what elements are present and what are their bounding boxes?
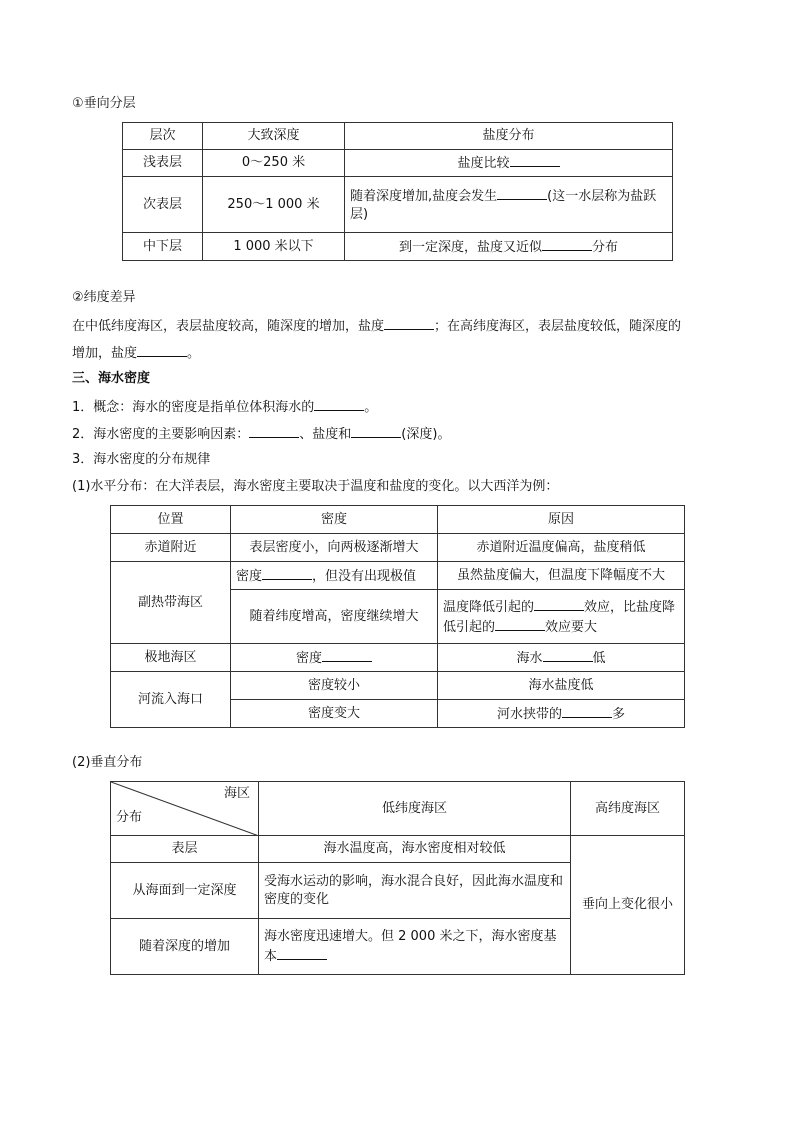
section-title-density: 三、海水密度 (72, 371, 151, 386)
reason-cell: 赤道附近温度偏高，盐度稍低 (438, 534, 685, 562)
text-span: (深度)。 (401, 427, 451, 442)
text-span: 效应，比盐度降低引起的 (443, 599, 676, 635)
header-cell: 原因 (438, 506, 685, 534)
position-cell: 赤道附近 (111, 534, 231, 562)
fill-in-blank[interactable] (497, 186, 547, 200)
table-header-row (111, 506, 685, 534)
layer-cell: 浅表层 (123, 150, 203, 177)
vertical-density-table (110, 781, 685, 975)
item-distribution: 3．海水密度的分布规律 (72, 452, 211, 467)
header-cell: 高纬度海区 (571, 782, 685, 836)
text-span: 1．概念：海水的密度是指单位体积海水的 (72, 400, 315, 415)
fill-in-blank[interactable] (322, 648, 372, 662)
text-span: 海水 (516, 650, 543, 666)
reason-cell: 海水盐度低 (438, 672, 685, 700)
horizontal-distribution-intro: (1)水平分布：在大洋表层，海水密度主要取决于温度和盐度的变化。以大西洋为例： (72, 479, 559, 494)
row-label-cell: 随着深度的增加 (111, 919, 259, 975)
depth-cell: 1 000 米以下 (203, 233, 345, 261)
fill-in-blank[interactable] (277, 946, 327, 960)
fill-in-blank[interactable] (562, 704, 612, 718)
depth-cell: 250～1 000 米 (203, 177, 345, 233)
fill-in-blank[interactable] (543, 648, 593, 662)
horizontal-density-table (110, 505, 685, 728)
cell-text: (这一水层称为盐跃层) (350, 188, 657, 222)
reason-cell: 虽然盐度偏大，但温度下降幅度不大 (438, 562, 685, 590)
density-cell (231, 562, 438, 590)
text-span: 效应要大 (545, 619, 598, 635)
fill-in-blank[interactable] (495, 617, 545, 631)
cell-text: 分布 (592, 239, 619, 255)
text-span: 河水挟带的 (496, 706, 562, 722)
header-cell: 低纬度海区 (259, 782, 571, 836)
paragraph-line (72, 316, 681, 336)
text-span: 低 (592, 650, 606, 666)
text-span: 海水密度迅速增大。但 2 000 米之下，海水密度基本 (264, 928, 557, 964)
fill-in-blank[interactable] (510, 153, 560, 167)
text-span: 。 (364, 400, 378, 415)
fill-in-blank[interactable] (534, 597, 584, 611)
fill-in-blank[interactable] (249, 424, 299, 438)
fill-in-blank[interactable] (262, 566, 312, 580)
text-span: 密度 (236, 568, 263, 584)
table-header-row (111, 782, 685, 836)
cell-text: 随着深度增加,盐度会发生 (350, 188, 498, 204)
reason-cell (438, 644, 685, 672)
layer-cell: 次表层 (123, 177, 203, 233)
vertical-distribution-intro: (2)垂直分布 (72, 755, 143, 770)
header-cell: 盐度分布 (345, 123, 673, 150)
fill-in-blank[interactable] (351, 424, 401, 438)
item-concept (72, 397, 377, 417)
table-row (123, 233, 673, 261)
distribution-cell (345, 233, 673, 261)
fill-in-blank[interactable] (384, 316, 434, 330)
table-row (111, 534, 685, 562)
header-cell: 层次 (123, 123, 203, 150)
low-latitude-cell (259, 919, 571, 975)
depth-cell: 0～250 米 (203, 150, 345, 177)
row-label-cell: 从海面到一定深度 (111, 863, 259, 919)
text-span: 多 (612, 706, 626, 722)
cell-text: 到一定深度，盐度又近似 (398, 239, 542, 255)
text-span: 增加，盐度 (72, 346, 138, 361)
fill-in-blank[interactable] (137, 343, 187, 357)
position-cell: 极地海区 (111, 644, 231, 672)
header-cell: 大致深度 (203, 123, 345, 150)
text-span: 。 (187, 346, 201, 361)
table-row (111, 562, 685, 590)
corner-label-top: 海区 (223, 786, 250, 801)
density-cell: 密度较小 (231, 672, 438, 700)
section-heading-latitude: ②纬度差异 (72, 290, 136, 305)
salinity-layer-table (122, 122, 673, 261)
table-row (111, 836, 685, 863)
text-span: 在中低纬度海区，表层盐度较高，随深度的增加，盐度 (72, 319, 385, 334)
distribution-cell (345, 177, 673, 233)
table-row (123, 177, 673, 233)
density-cell: 随着纬度增高，密度继续增大 (231, 590, 438, 644)
section-heading-vertical-layers: ①垂向分层 (72, 96, 136, 111)
text-span: 、盐度和 (299, 427, 352, 442)
density-cell: 表层密度小，向两极逐渐增大 (231, 534, 438, 562)
text-span: ，但没有出现极值 (312, 568, 417, 584)
text-span: 2．海水密度的主要影响因素： (72, 427, 250, 442)
text-span: 密度 (295, 650, 322, 666)
text-span: ；在高纬度海区，表层盐度较低，随深度的 (434, 319, 682, 334)
row-label-cell: 表层 (111, 836, 259, 863)
layer-cell: 中下层 (123, 233, 203, 261)
item-factors (72, 424, 450, 444)
position-cell: 副热带海区 (111, 562, 231, 644)
header-cell: 密度 (231, 506, 438, 534)
density-cell (231, 644, 438, 672)
header-cell: 位置 (111, 506, 231, 534)
fill-in-blank[interactable] (542, 237, 592, 251)
paragraph-line (72, 343, 200, 363)
low-latitude-cell: 海水温度高，海水密度相对较低 (259, 836, 571, 863)
text-span: 温度降低引起的 (443, 599, 535, 615)
table-row (123, 150, 673, 177)
fill-in-blank[interactable] (314, 397, 364, 411)
position-cell: 河流入海口 (111, 672, 231, 728)
reason-cell (438, 700, 685, 728)
density-cell: 密度变大 (231, 700, 438, 728)
low-latitude-cell: 受海水运动的影响，海水混合良好，因此海水温度和密度的变化 (259, 863, 571, 919)
distribution-cell (345, 150, 673, 177)
reason-cell (438, 590, 685, 644)
corner-label-bottom: 分布 (116, 810, 143, 825)
table-header-row (123, 123, 673, 150)
table-row (111, 672, 685, 700)
diagonal-header-cell (111, 782, 259, 836)
cell-text: 盐度比较 (457, 156, 510, 171)
high-latitude-cell: 垂向上变化很小 (571, 836, 685, 975)
table-row (111, 644, 685, 672)
